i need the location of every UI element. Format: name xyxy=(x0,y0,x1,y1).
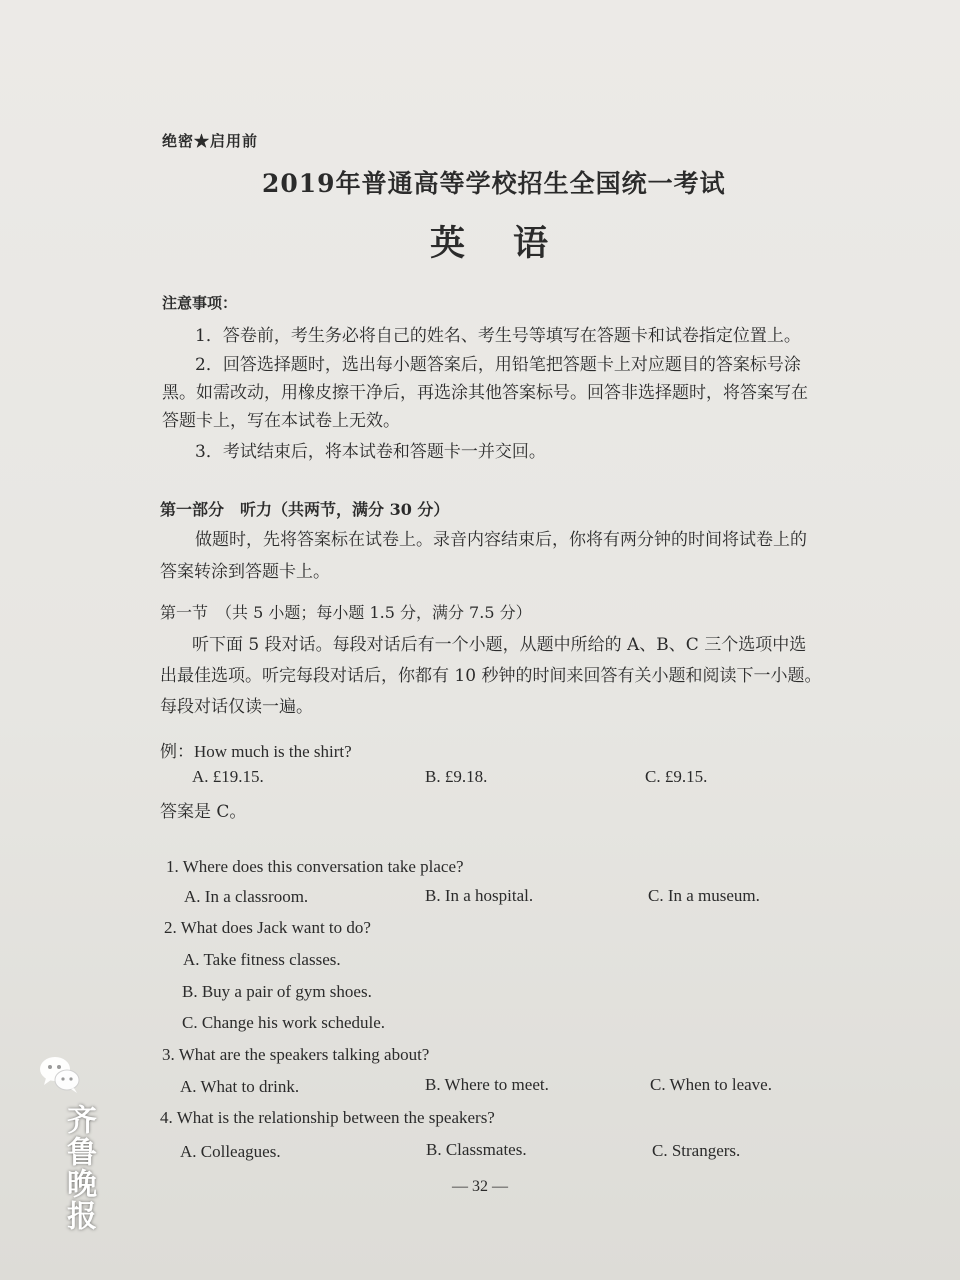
subject-title: 英语 xyxy=(430,223,597,264)
watermark-text: 齐鲁晚报 xyxy=(61,1104,96,1232)
section1-instructions: 听下面 5 段对话。每段对话后有一个小题，从题中所给的 A、B、C 三个选项中选 xyxy=(192,635,807,655)
question-2-option-c: C. Change his work schedule. xyxy=(182,1013,386,1032)
watermark xyxy=(28,1048,98,1248)
notes-item-2-cont: 黑。如需改动，用橡皮擦干净后，再选涂其他答案标号。回答非选择题时，将答案写在 xyxy=(162,383,808,403)
part1-instructions-cont: 答案转涂到答题卡上。 xyxy=(160,562,330,582)
classification-label: 绝密★启用前 xyxy=(162,132,259,150)
section1-instructions-cont: 出最佳选项。听完每段对话后，你都有 10 秒钟的时间来回答有关小题和阅读下一小题。 xyxy=(160,666,822,686)
section1-heading: 第一节 （共 5 小题；每小题 1.5 分，满分 7.5 分） xyxy=(160,603,532,622)
question-2: 2. What does Jack want to do? xyxy=(164,918,371,937)
example-option-b: B. £9.18. xyxy=(425,767,488,786)
question-4-option-c: C. Strangers. xyxy=(652,1141,741,1160)
notes-item-2: 2．回答选择题时，选出每小题答案后，用铅笔把答题卡上对应题目的答案标号涂 xyxy=(195,355,801,375)
question-3-option-b: B. Where to meet. xyxy=(425,1075,549,1094)
example-option-a: A. £19.15. xyxy=(192,767,264,786)
question-3-option-c: C. When to leave. xyxy=(650,1075,772,1094)
question-3-option-a: A. What to drink. xyxy=(180,1077,300,1096)
question-3: 3. What are the speakers talking about? xyxy=(162,1045,430,1064)
question-2-option-a: A. Take fitness classes. xyxy=(183,950,341,969)
wechat-icon xyxy=(36,1050,84,1098)
page-number: — 32 — xyxy=(452,1178,508,1195)
part1-heading: 第一部分 听力（共两节，满分 30 分） xyxy=(160,500,450,519)
section1-instructions-end: 每段对话仅读一遍。 xyxy=(160,697,313,717)
notes-item-2-end: 答题卡上，写在本试卷上无效。 xyxy=(162,411,400,431)
question-4: 4. What is the relationship between the speakers? xyxy=(160,1108,495,1127)
notes-item-3: 3．考试结束后，将本试卷和答题卡一并交回。 xyxy=(195,442,546,462)
notes-item-1: 1．答卷前，考生务必将自己的姓名、考生号等填写在答题卡和试卷指定位置上。 xyxy=(195,326,801,346)
example-answer: 答案是 C。 xyxy=(160,802,247,822)
notes-heading: 注意事项： xyxy=(162,294,238,312)
part1-instructions: 做题时，先将答案标在试卷上。录音内容结束后，你将有两分钟的时间将试卷上的 xyxy=(195,530,807,550)
example-option-c: C. £9.15. xyxy=(645,767,708,786)
question-1-option-c: C. In a museum. xyxy=(648,886,760,905)
question-1-option-a: A. In a classroom. xyxy=(184,887,309,906)
question-4-option-a: A. Colleagues. xyxy=(180,1142,281,1161)
example-question: 例：How much is the shirt? xyxy=(160,742,352,761)
question-4-option-b: B. Classmates. xyxy=(426,1140,527,1159)
exam-title: 2019年普通高等学校招生全国统一考试 xyxy=(262,169,726,198)
question-1: 1. Where does this conversation take place? xyxy=(166,857,464,876)
question-2-option-b: B. Buy a pair of gym shoes. xyxy=(182,982,372,1001)
question-1-option-b: B. In a hospital. xyxy=(425,886,534,905)
